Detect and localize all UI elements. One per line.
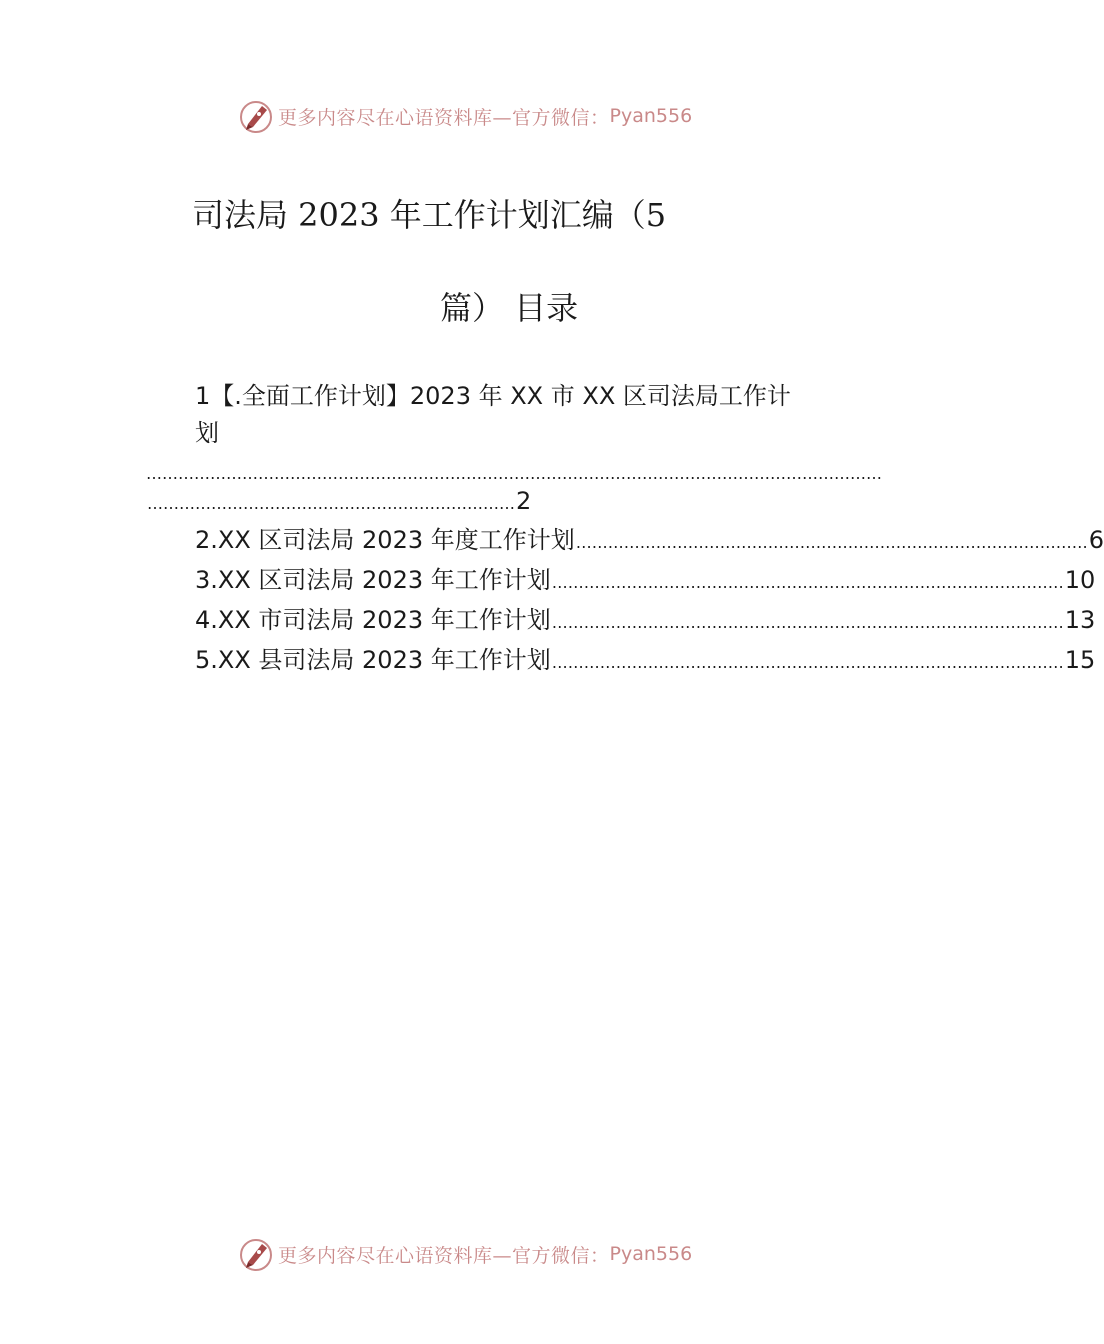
document-title-line-1: 司法局 2023 年工作计划汇编（5 (192, 196, 667, 234)
pen-nib-logo-icon (238, 1236, 274, 1272)
toc-item-page: 15 (1064, 646, 1096, 674)
toc-item-label: 5.XX 县司法局 2023 年工作计划 (195, 646, 551, 674)
toc-item-label: 3.XX 区司法局 2023 年工作计划 (195, 566, 551, 594)
toc-item-leader: …………………………………………………………………………………… (551, 573, 1064, 592)
toc-item-leader: …………………………………………………………………………………… (575, 533, 1088, 552)
toc-item-page: 6 (1088, 526, 1104, 554)
watermark-wechat-id: Pyan556 (609, 1243, 693, 1265)
toc-item-leader: …………………………………………………………………………………… (551, 653, 1064, 672)
toc-item-1-page: 2 (516, 487, 532, 515)
toc-item-page: 13 (1064, 606, 1096, 634)
header-watermark (238, 96, 692, 136)
toc-item-1-label-line-2: 划 (195, 419, 219, 447)
document-title-line-2: 篇） 目录 (440, 289, 579, 327)
toc-item-1-leader-row[interactable] (146, 486, 532, 519)
toc-item-1-leader-line-2: …………………………………………………………… (147, 494, 515, 513)
toc-item-label: 4.XX 市司法局 2023 年工作计划 (195, 606, 551, 634)
watermark-wechat-id: Pyan556 (609, 105, 693, 127)
footer-watermark (238, 1234, 692, 1274)
toc-item-5[interactable] (195, 645, 1096, 678)
toc-item-page: 10 (1064, 566, 1096, 594)
toc-item-1-label-line-1[interactable]: 1【.全面工作计划】2023 年 XX 市 XX 区司法局工作计 (195, 382, 791, 410)
pen-nib-logo-icon (238, 98, 274, 134)
toc-item-label: 2.XX 区司法局 2023 年度工作计划 (195, 526, 575, 554)
watermark-text: 更多内容尽在心语资料库—官方微信： (278, 106, 610, 129)
toc-item-3[interactable] (195, 565, 1096, 598)
toc-item-leader: …………………………………………………………………………………… (551, 613, 1064, 632)
toc-item-1-leader-line-1: ………………………………………………………………………………………………………………………… (146, 464, 882, 483)
toc-item-2[interactable] (195, 525, 1104, 558)
toc-item-4[interactable] (195, 605, 1096, 638)
watermark-text: 更多内容尽在心语资料库—官方微信： (278, 1244, 610, 1267)
